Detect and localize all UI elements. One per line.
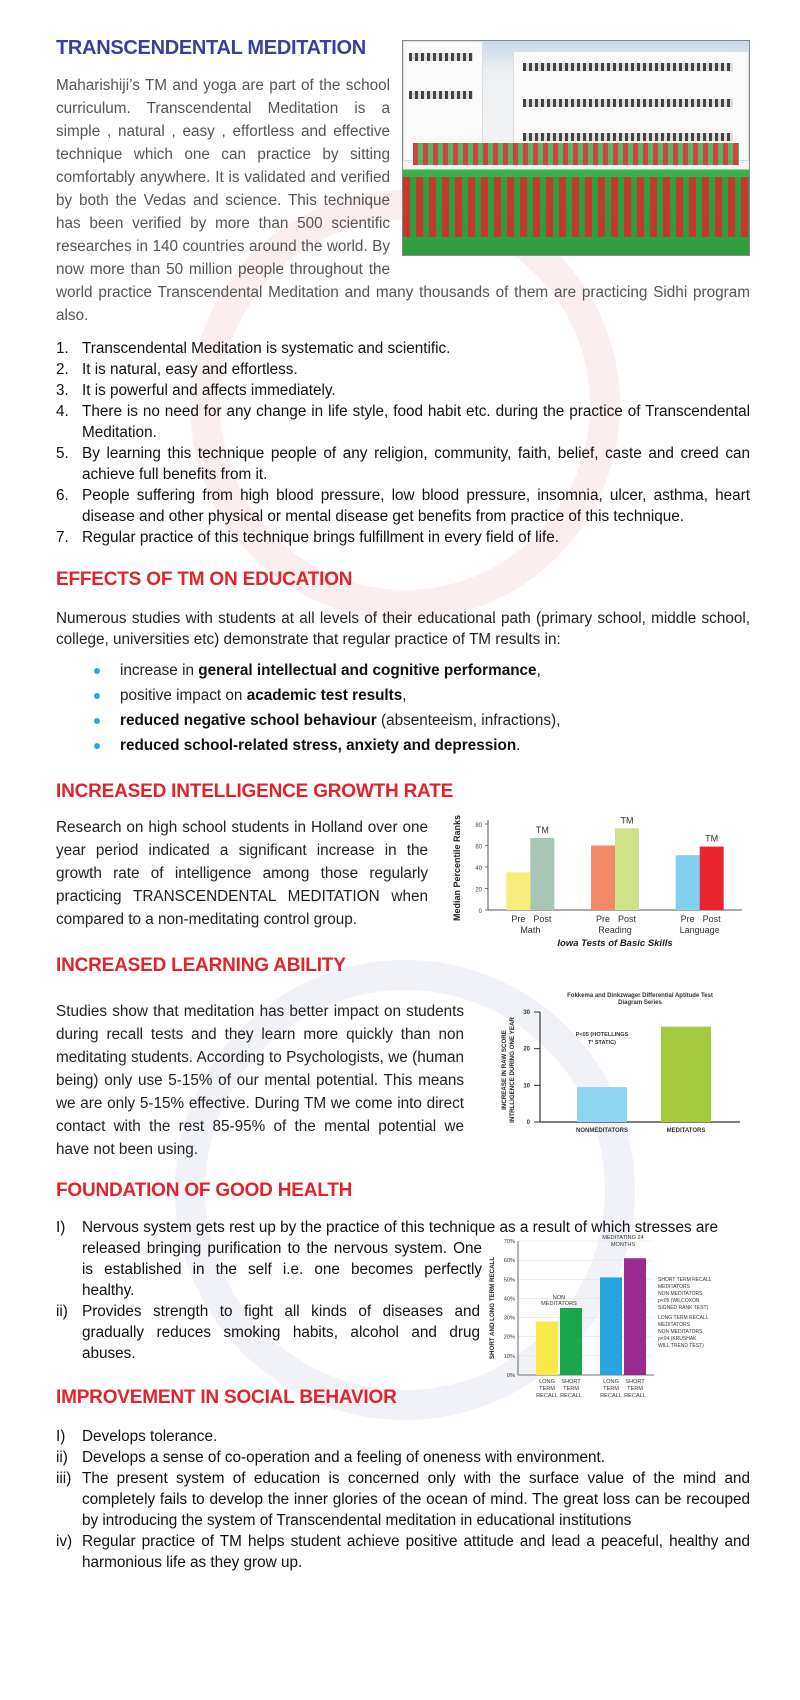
tm-point-item-text: It is natural, easy and effortless. — [82, 361, 298, 378]
section-title-social: IMPROVEMENT IN SOCIAL BEHAVIOR — [56, 1387, 397, 1408]
tm-point-item-number: 2. — [56, 361, 69, 378]
bar-label: RECALL — [600, 1393, 622, 1399]
chart-note: NON MEDITATORS — [658, 1291, 703, 1297]
health-item-text: Provides strength to fight all kinds of diseases and gradually reduces smoking habits, alcohol and drug abuses. — [82, 1303, 480, 1362]
bullet-bold-text: academic test results — [246, 687, 403, 704]
section-title-tm: TRANSCENDENTAL MEDITATION — [56, 37, 366, 59]
health-item-text-rest: released bringing purification to the nervous system. One is established in the self i.e. one becomes perfectly healthy. — [82, 1240, 482, 1299]
bullet-dot-icon — [94, 668, 100, 674]
bar — [661, 1027, 711, 1122]
chart-title: Fokkema and Dinkzwager Differential Aptitude Test — [567, 993, 713, 999]
bar-label: RECALL — [624, 1393, 646, 1399]
chart-note: MEDITATORS — [658, 1322, 690, 1328]
bar-label: Pre — [595, 914, 611, 924]
bar — [700, 847, 724, 910]
bullet-bold-text: general intellectual and cognitive performance — [198, 662, 537, 679]
health-item-number: ii) — [56, 1303, 68, 1320]
bar — [615, 828, 639, 910]
social-item-number: iv) — [56, 1533, 73, 1550]
bar — [560, 1308, 582, 1375]
section-title-effects: EFFECTS OF TM ON EDUCATION — [56, 569, 353, 590]
effects-bullet-item — [56, 683, 750, 708]
chart-note: WILL TREND TEST) — [658, 1343, 704, 1349]
effects-bullet-item — [56, 733, 750, 758]
y-tick-label: 20 — [523, 1046, 530, 1053]
bar-label: TERM — [563, 1386, 579, 1392]
chart-title: Diagram Series — [618, 1000, 662, 1006]
y-axis-label: INTRLLIGENCE DURING ONE YEAR — [509, 1017, 516, 1123]
bullet-post-text: , — [536, 662, 541, 679]
social-item — [56, 1531, 750, 1573]
effects-bullet-item — [56, 708, 750, 733]
health-item-text — [82, 1217, 750, 1301]
chart-note: p<05 (WILCOXON — [658, 1298, 700, 1304]
bullet-dot-icon — [94, 743, 100, 749]
tm-point-item — [56, 485, 750, 527]
group-label: Language — [679, 925, 720, 935]
tm-points-list — [56, 338, 750, 548]
tm-point-item-text: There is no need for any change in life style, food habit etc. during the practice of Transcendental Meditation. — [82, 403, 750, 441]
chart-note: SHORT TERM RECALL — [658, 1277, 712, 1283]
aptitude-test-chart — [490, 990, 750, 1145]
bullet-bold-text: reduced negative school behaviour — [120, 712, 377, 729]
tm-point-item-text: Transcendental Meditation is systematic and scientific. — [82, 340, 451, 357]
learning-text: Studies show that meditation has better impact on students during recall tests and they learn more quickly than non meditating students. According to Psychologists, we (human being) only use 5-15% of our mental potential. This means we are only 5-15% effective. During TM we come into direct contact with the rest 85-95% of the mental potential we have not been using. — [56, 1003, 464, 1158]
bar — [577, 1087, 627, 1122]
health-item — [56, 1217, 750, 1301]
bar-label: RECALL — [536, 1393, 558, 1399]
section-title-health: FOUNDATION OF GOOD HEALTH — [56, 1180, 353, 1201]
group-label: Reading — [598, 925, 632, 935]
group-label: NON — [552, 1295, 566, 1301]
section-tm — [56, 36, 750, 328]
y-tick-label: 80 — [475, 823, 482, 829]
bullet-bold-text: reduced school-related stress, anxiety and depression — [120, 737, 517, 754]
y-axis-label: SHORT AND LONG TERM RECALL — [489, 1256, 496, 1360]
social-item — [56, 1468, 750, 1531]
bar — [676, 855, 700, 910]
effects-bullet-list — [56, 658, 750, 758]
y-tick-label: 10% — [503, 1353, 515, 1360]
bar-label: TERM — [627, 1386, 643, 1392]
tm-point-item-number: 1. — [56, 340, 69, 357]
social-item-number: iii) — [56, 1470, 72, 1487]
group-label: MEDITATORS — [541, 1301, 577, 1307]
social-item-number: ii) — [56, 1449, 68, 1466]
section-title-learning: INCREASED LEARNING ABILITY — [56, 955, 346, 976]
y-tick-label: 10 — [523, 1083, 530, 1090]
chart-note: NON MEDITATORS — [658, 1329, 703, 1335]
chart-note: p<04 (KRUSHAK — [658, 1336, 697, 1342]
y-axis-label: Median Percentile Ranks — [452, 814, 462, 922]
social-item-text: Regular practice of TM helps student achieve positive attitude and lead a peaceful, healthy and harmonious life as they grow up. — [82, 1533, 750, 1571]
y-tick-label: 40% — [503, 1296, 515, 1303]
iowa-tests-chart — [450, 808, 750, 948]
bar-tag: TM — [535, 824, 549, 835]
effects-bullet-item — [56, 658, 750, 683]
y-tick-label: 30 — [523, 1010, 530, 1016]
tm-intro-text: Maharishiji’s TM and yoga are part of the school curriculum. Transcendental Meditation is a simple , natural , easy , effortless and effective technique which one can practice by sitting comfortably anywhere. It is validated and verified by both the Vedas and science. This technique has been verified by more than 500 scientific researches in 140 countries around the world. By now more than 50 million people throughout the world practice Transcendental Meditation and many thousands of them are practicing Sidhi program also. — [56, 77, 750, 324]
tm-point-item-number: 3. — [56, 382, 69, 399]
tm-point-item-number: 7. — [56, 529, 69, 546]
bar-label: TERM — [539, 1386, 555, 1392]
y-tick-label: 20% — [503, 1334, 515, 1341]
health-item — [56, 1301, 480, 1364]
bullet-dot-icon — [94, 718, 100, 724]
tm-point-item — [56, 443, 750, 485]
category-label: MEDITATORS — [666, 1128, 706, 1134]
page-content — [56, 36, 750, 1573]
group-label: MEDITATING 24 — [602, 1235, 644, 1241]
bar-label: LONG — [603, 1379, 619, 1385]
tm-point-item — [56, 527, 750, 548]
bar-label: LONG — [539, 1379, 555, 1385]
tm-point-item — [56, 380, 750, 401]
bar-label: Post — [702, 914, 721, 924]
bar-label: RECALL — [560, 1393, 582, 1399]
chart-note: LONG TERM RECALL — [658, 1315, 709, 1321]
y-tick-label: 0 — [478, 909, 482, 915]
y-tick-label: 60 — [475, 844, 482, 851]
tm-point-item — [56, 338, 750, 359]
bar-label: SHORT — [561, 1379, 581, 1385]
annotation: T² STATIC) — [587, 1040, 617, 1046]
intelligence-text: Research on high school students in Holland over one year period indicated a significant increase in the growth rate of intelligence among those regularly practicing TRANSCENDENTAL MEDITATION when compared to a non-meditating control group. — [56, 819, 428, 928]
tm-point-item-text: People suffering from high blood pressure, low blood pressure, insomnia, ulcer, asthma, heart disease and other physical or mental disease get benefits from practice of this technique. — [82, 487, 750, 525]
section-title-intelligence: INCREASED INTELLIGENCE GROWTH RATE — [56, 781, 454, 802]
annotation: P<05 (HOTELLINGS — [575, 1032, 629, 1038]
tm-point-item — [56, 401, 750, 443]
tm-point-item-number: 5. — [56, 445, 69, 462]
bullet-post-text: , — [402, 687, 407, 704]
tm-point-item-number: 4. — [56, 403, 69, 420]
bullet-pre-text: positive impact on — [120, 687, 247, 704]
y-tick-label: 40 — [475, 866, 482, 872]
chart-note: SIGNED RANK TEST) — [658, 1305, 709, 1311]
bar — [506, 872, 530, 910]
y-tick-label: 0 — [526, 1120, 530, 1126]
y-tick-label: 70% — [503, 1239, 515, 1245]
category-label: NONMEDITATORS — [576, 1128, 628, 1134]
bar-tag: TM — [705, 833, 719, 844]
tm-point-item-number: 6. — [56, 487, 69, 504]
tm-point-item-text: By learning this technique people of any religion, community, faith, belief, caste and creed can achieve full benefits from it. — [82, 445, 750, 483]
bullet-pre-text: increase in — [120, 662, 199, 679]
y-axis-label: INCREASE IN RAW SCORE — [501, 1030, 508, 1110]
bar-label: TERM — [603, 1386, 619, 1392]
bar-label: Post — [617, 914, 637, 924]
bar-tag: TM — [620, 815, 634, 826]
social-list — [56, 1426, 750, 1573]
social-item-text: Develops tolerance. — [82, 1428, 218, 1445]
group-label: MONTHS — [610, 1242, 636, 1248]
bar — [530, 838, 554, 910]
y-tick-label: 30% — [503, 1315, 515, 1322]
bar-label: Post — [533, 914, 552, 924]
y-tick-label: 60% — [503, 1258, 515, 1265]
health-item-text-line: Nervous system gets rest up by the practice of this technique as a result of which stresses are — [82, 1219, 718, 1236]
tm-point-item — [56, 359, 750, 380]
bar-label: Pre — [680, 914, 695, 924]
social-item-text: The present system of education is concerned only with the surface value of the mind and completely fails to develop the inner glories of the ocean of mind. The great loss can be recouped by introducing the system of Transcendental meditation in educational institutions — [82, 1470, 750, 1529]
social-item-text: Develops a sense of co-operation and a feeling of oneness with environment. — [82, 1449, 605, 1466]
y-tick-label: 50% — [503, 1277, 515, 1284]
bullet-post-text: . — [516, 737, 521, 754]
tm-point-item-text: It is powerful and affects immediately. — [82, 382, 336, 399]
x-axis-label: Iowa Tests of Basic Skills — [557, 938, 673, 948]
y-tick-label: 20 — [475, 887, 482, 894]
health-item-number: I) — [56, 1219, 66, 1236]
social-item-number: I) — [56, 1428, 66, 1445]
social-item — [56, 1447, 750, 1468]
bar — [536, 1321, 558, 1375]
bar-label: SHORT — [625, 1379, 645, 1385]
students-meditating-photo — [402, 40, 750, 256]
group-label: Math — [520, 925, 541, 935]
bar — [591, 846, 615, 911]
social-item — [56, 1426, 750, 1447]
effects-intro-text: Numerous studies with students at all levels of their educational path (primary school, middle school, college, universities etc) demonstrate that regular practice of TM results in: — [56, 610, 750, 648]
bullet-dot-icon — [94, 693, 100, 699]
bar-label: Pre — [511, 914, 526, 924]
chart-note: MEDITATORS — [658, 1284, 690, 1290]
tm-point-item-text: Regular practice of this technique brings fulfillment in every field of life. — [82, 529, 559, 546]
y-tick-label: 0% — [506, 1373, 515, 1379]
bullet-post-text: (absenteeism, infractions), — [376, 712, 561, 729]
